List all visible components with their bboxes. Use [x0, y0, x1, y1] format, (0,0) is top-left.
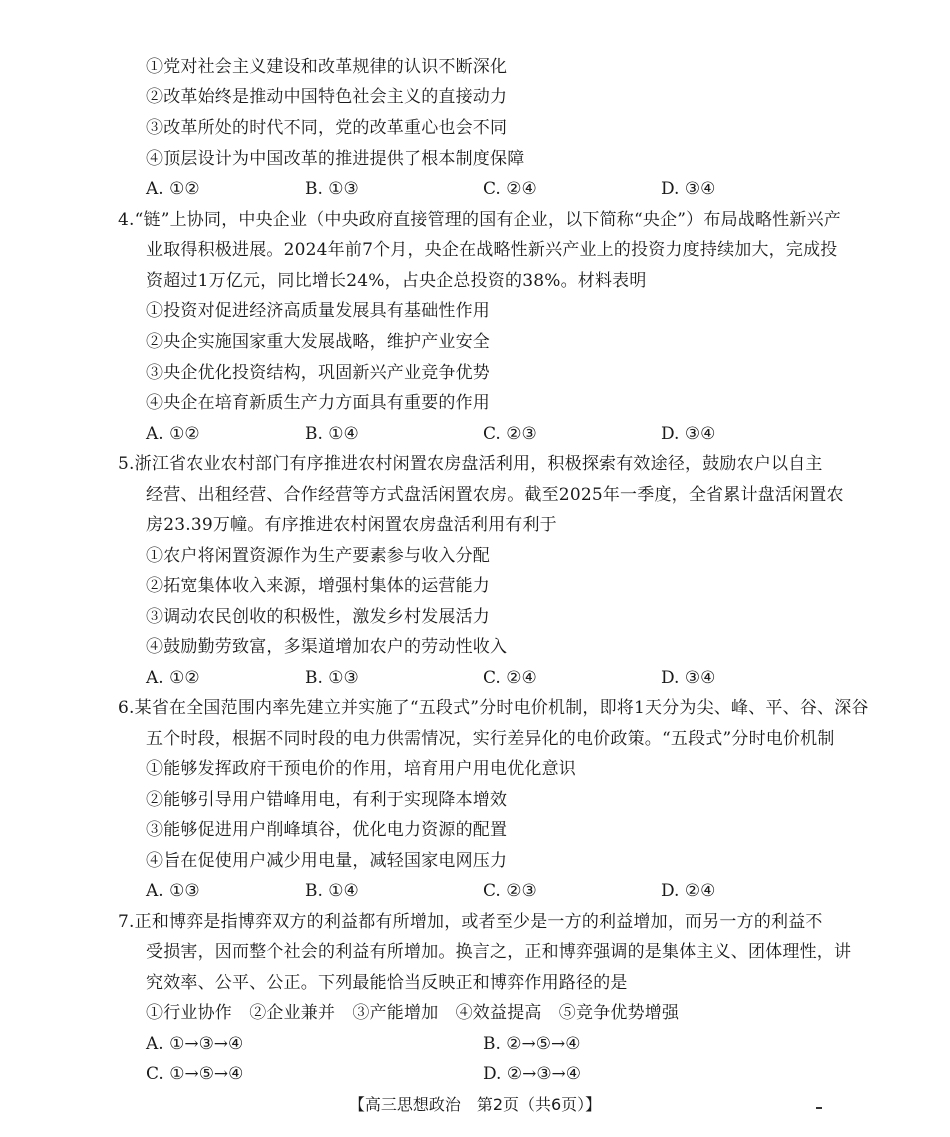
q5-choice-a: A. ①② [146, 668, 200, 688]
q6-stem-line-1: 6.某省在全国范围内率先建立并实施了“五段式”分时电价机制，即将1天分为尖、峰、平、谷、深谷 [118, 698, 869, 718]
q3-choice-d: D. ③④ [661, 179, 716, 199]
q4-statement-3: ③央企优化投资结构，巩固新兴产业竞争优势 [146, 363, 490, 383]
q5-statement-4: ④鼓励勤劳致富，多渠道增加农户的劳动性收入 [146, 637, 508, 657]
q6-statement-3: ③能够促进用户削峰填谷，优化电力资源的配置 [146, 820, 508, 840]
q6-choice-b: B. ①④ [305, 881, 359, 901]
q6-statement-4: ④旨在促使用户减少用电量，减轻国家电网压力 [146, 851, 508, 871]
q7-choice-d: D. ②→③→④ [483, 1064, 582, 1084]
q6-choice-d: D. ②④ [661, 881, 716, 901]
q5-choice-b: B. ①③ [305, 668, 359, 688]
q3-choice-b: B. ①③ [305, 179, 359, 199]
q5-stem-line-3: 房23.39万幢。有序推进农村闲置农房盘活利用有利于 [146, 515, 557, 535]
q7-stem-line-2: 受损害，因而整个社会的利益有所增加。换言之，正和博弈强调的是集体主义、团体理性，讲 [146, 942, 852, 962]
q4-stem-line-3: 资超过1万亿元，同比增长24%，占央企总投资的38%。材料表明 [146, 271, 647, 291]
page-mark [816, 1107, 822, 1109]
q3-choice-c: C. ②④ [483, 179, 537, 199]
q7-stem-line-3: 究效率、公平、公正。下列最能恰当反映正和博弈作用路径的是 [146, 973, 628, 993]
q6-statement-2: ②能够引导用户错峰用电，有利于实现降本增效 [146, 790, 508, 810]
q6-statement-1: ①能够发挥政府干预电价的作用，培育用户用电优化意识 [146, 759, 576, 779]
q4-statement-4: ④央企在培育新质生产力方面具有重要的作用 [146, 393, 490, 413]
q5-statement-3: ③调动农民创收的积极性，激发乡村发展活力 [146, 607, 490, 627]
q6-stem-line-2: 五个时段，根据不同时段的电力供需情况，实行差异化的电价政策。“五段式”分时电价机制 [146, 729, 835, 749]
q3-statement-2: ②改革始终是推动中国特色社会主义的直接动力 [146, 87, 508, 107]
page-footer: 【高三思想政治 第2页（共6页）】 [348, 1095, 602, 1114]
q4-stem-line-1: 4.“链”上协同，中央企业（中央政府直接管理的国有企业，以下简称“央企”）布局战略性新兴产 [118, 210, 841, 230]
q3-choice-a: A. ①② [146, 179, 200, 199]
q5-stem-line-2: 经营、出租经营、合作经营等方式盘活闲置农房。截至2025年一季度，全省累计盘活闲置农 [146, 485, 844, 505]
q5-choice-c: C. ②④ [483, 668, 537, 688]
q3-statement-1: ①党对社会主义建设和改革规律的认识不断深化 [146, 57, 508, 77]
q4-statement-1: ①投资对促进经济高质量发展具有基础性作用 [146, 301, 490, 321]
q7-choice-a: A. ①→③→④ [146, 1034, 244, 1054]
q4-choice-d: D. ③④ [661, 424, 716, 444]
q6-choice-c: C. ②③ [483, 881, 537, 901]
q5-choice-d: D. ③④ [661, 668, 716, 688]
q7-choice-b: B. ②→⑤→④ [483, 1034, 581, 1054]
q6-choice-a: A. ①③ [146, 881, 200, 901]
q3-statement-3: ③改革所处的时代不同，党的改革重心也会不同 [146, 118, 508, 138]
q7-stem-line-1: 7.正和博弈是指博弈双方的利益都有所增加，或者至少是一方的利益增加，而另一方的利益不 [118, 912, 823, 932]
q4-statement-2: ②央企实施国家重大发展战略，维护产业安全 [146, 332, 490, 352]
q7-choice-c: C. ①→⑤→④ [146, 1064, 244, 1084]
q5-statement-1: ①农户将闲置资源作为生产要素参与收入分配 [146, 546, 490, 566]
q5-stem-line-1: 5.浙江省农业农村部门有序推进农村闲置农房盘活利用，积极探索有效途径，鼓励农户以自主 [118, 454, 823, 474]
q4-stem-line-2: 业取得积极进展。2024年前7个月，央企在战略性新兴产业上的投资力度持续加大，完成投 [146, 240, 838, 260]
q7-items: ①行业协作 ②企业兼并 ③产能增加 ④效益提高 ⑤竞争优势增强 [146, 1003, 680, 1023]
q4-choice-a: A. ①② [146, 424, 200, 444]
q3-statement-4: ④顶层设计为中国改革的推进提供了根本制度保障 [146, 149, 525, 169]
q4-choice-c: C. ②③ [483, 424, 537, 444]
q5-statement-2: ②拓宽集体收入来源，增强村集体的运营能力 [146, 576, 490, 596]
q4-choice-b: B. ①④ [305, 424, 359, 444]
